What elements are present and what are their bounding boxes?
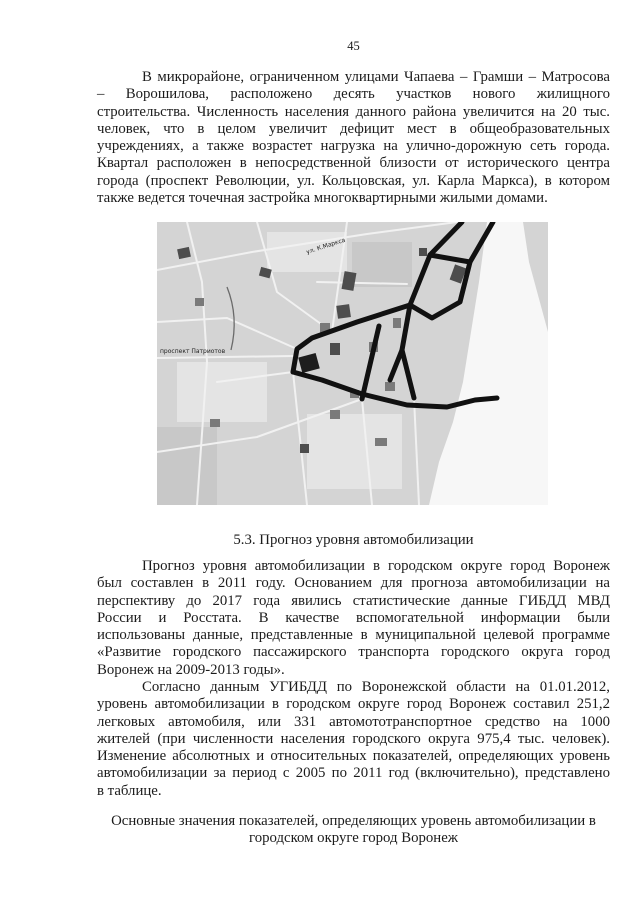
paragraph-forecast: [97, 558, 610, 679]
page-number: 45: [347, 39, 360, 53]
map-patch: [157, 427, 217, 505]
text-line: человек, что в целом увеличит дефицит мест в общеобразовательных: [97, 120, 610, 137]
map-patch: [177, 362, 267, 422]
map-patch: [352, 242, 412, 287]
building-block: [330, 343, 340, 355]
building-block: [300, 444, 309, 453]
building-block: [336, 304, 351, 319]
building-block: [210, 419, 220, 427]
text-line: легковых автомобиля, или 331 автомототранспортное средство на 1000: [97, 713, 610, 730]
city-map: [157, 222, 548, 505]
map-label-prospekt: проспект Патриотов: [160, 348, 226, 355]
section-heading: [97, 532, 610, 549]
text-line: уровень автомобилизации в городском округе город Воронеж составил 251,2: [97, 696, 610, 713]
city-map-figure: [157, 222, 548, 505]
text-line: учреждениях, а также возрастет нагрузка на улично-дорожную сеть города.: [97, 138, 610, 155]
text-line: был составлен в 2011 году. Основанием для прогноза автомобилизации на: [97, 575, 610, 592]
caption-line: Основные значения показателей, определяющих уровень автомобилизации в: [111, 813, 596, 829]
caption-line: городском округе город Воронеж: [249, 830, 458, 847]
text-line: Прогноз уровня автомобилизации в городском округе город Воронеж: [142, 558, 610, 574]
building-block: [330, 410, 340, 419]
text-line: также ведется точечная застройка многоквартирными жилыми домами.: [97, 190, 548, 207]
text-line: Квартал расположен в непосредственной близости от исторического центра: [97, 155, 610, 172]
text-line: Согласно данным УГИБДД по Воронежской области на 01.01.2012,: [142, 679, 610, 695]
text-line: использованы данные, представленные в муниципальной целевой программе: [97, 627, 610, 644]
text-line: в таблице.: [97, 782, 162, 799]
paragraph-microdistrict: [97, 69, 610, 207]
text-line: автомобилизации за период с 2005 по 2011 год (включительно), представлено: [97, 765, 610, 782]
table-caption: [97, 813, 610, 848]
building-block: [195, 298, 204, 306]
paragraph-statistics: [97, 679, 610, 800]
building-block: [419, 248, 427, 256]
building-block: [385, 382, 395, 391]
text-line: Воронеж на 2009-2013 годы».: [97, 661, 285, 678]
text-line: перспективу до 2017 года явились статистические данные ГИБДД МВД: [97, 592, 610, 609]
text-line: жителей (при численности населения городского округа 975,4 тыс. человек).: [97, 730, 610, 747]
map-label-street: ул. К.Маркса: [305, 236, 347, 256]
building-block: [393, 318, 401, 328]
text-line: России и Росстата. В качестве вспомогательной информации были: [97, 609, 610, 626]
text-line: Изменение абсолютных и относительных показателей, определяющих уровень: [97, 748, 610, 765]
section-heading-text: 5.3. Прогноз уровня автомобилизации: [233, 532, 474, 548]
text-line: – Ворошилова, расположено десять участков нового жилищного: [97, 86, 610, 103]
text-line: города (проспект Революции, ул. Кольцовская, ул. Карла Маркса), в котором: [97, 172, 610, 189]
text-line: В микрорайоне, ограниченном улицами Чапаева – Грамши – Матросова: [142, 69, 610, 85]
text-line: строительства. Численность населения данного района увеличится на 20 тыс.: [97, 103, 610, 120]
building-block: [375, 438, 387, 446]
map-patch: [307, 414, 402, 489]
text-line: «Развитие городского пассажирского транспорта городского округа город: [97, 644, 610, 661]
